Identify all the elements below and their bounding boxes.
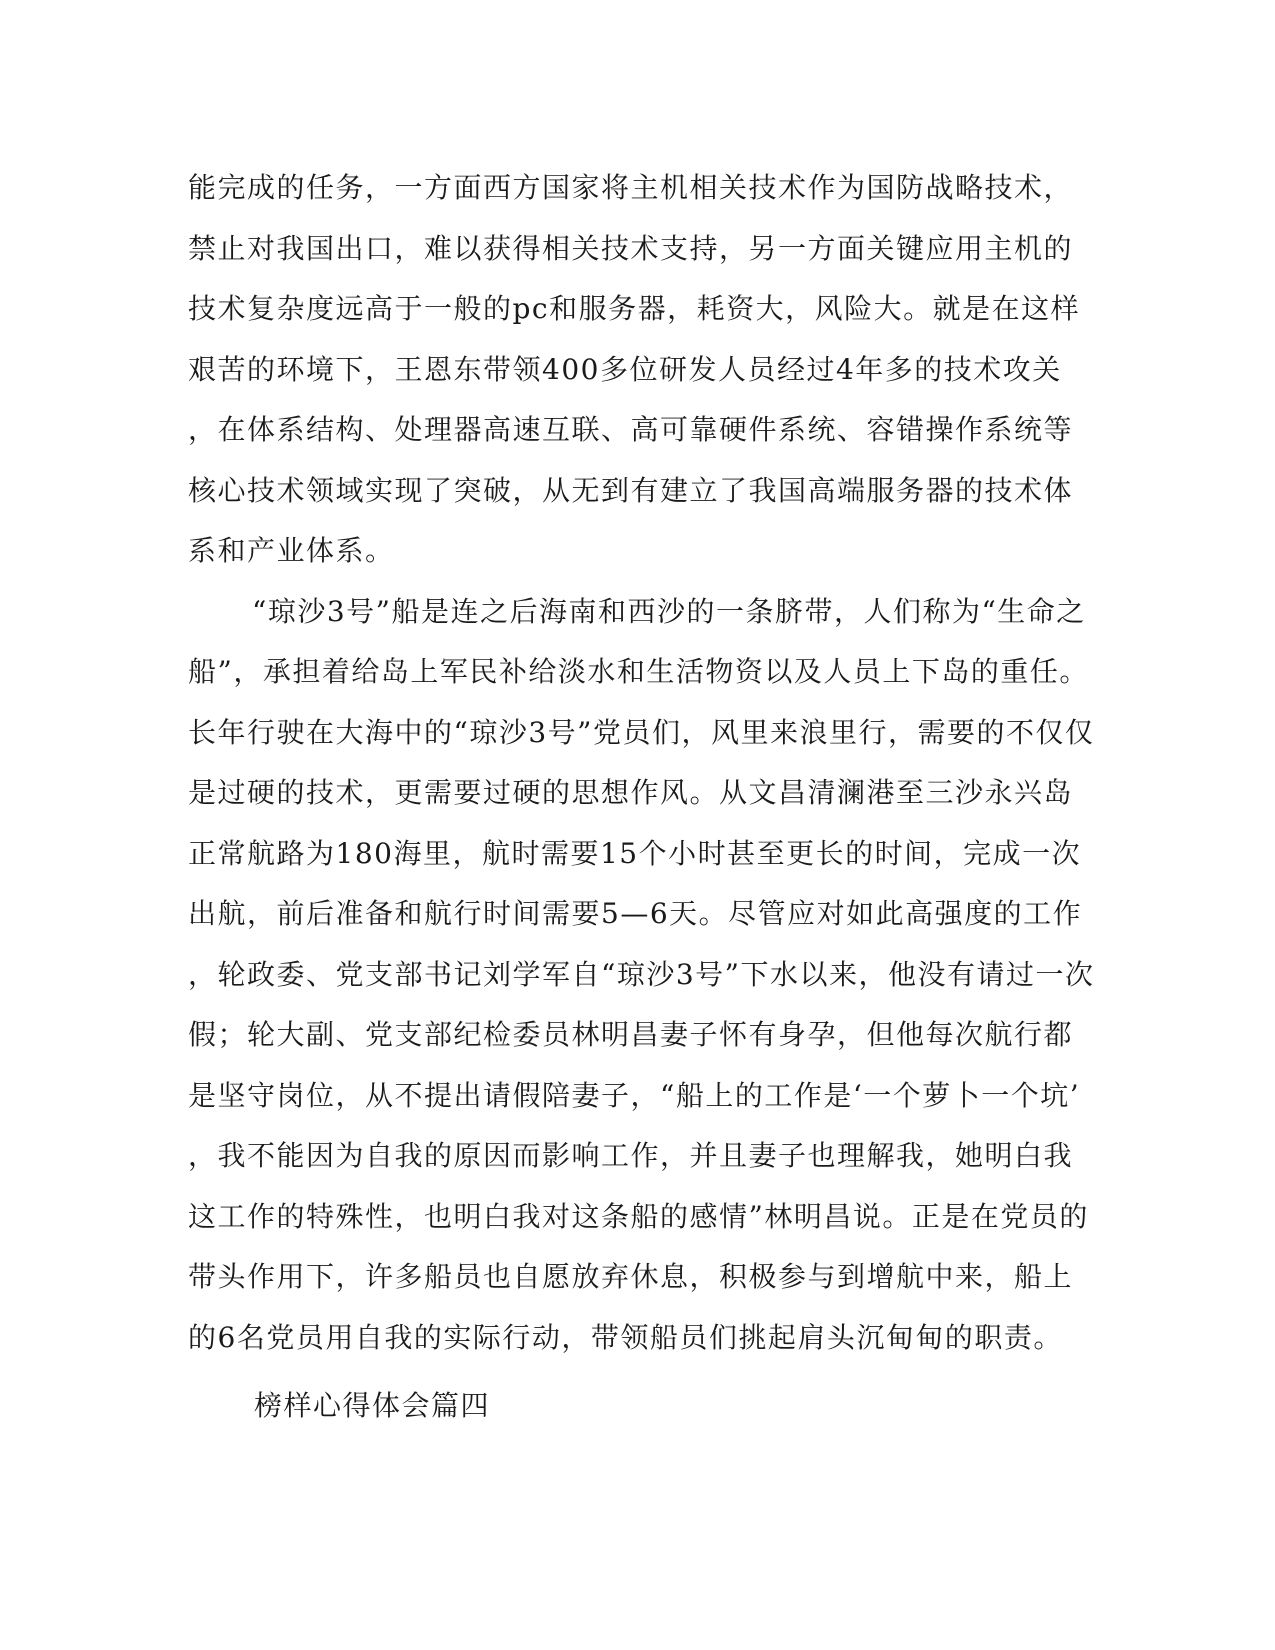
text-line: 带头作用下，许多船员也自愿放弃休息，积极参与到增航中来，船上 (188, 1260, 1074, 1293)
paragraph-2 (188, 582, 1095, 1369)
text-line: 长年行驶在大海中的“琼沙3号”党员们，风里来浪里行，需要的不仅仅 (188, 715, 1095, 749)
text-line: “琼沙3号”船是连之后海南和西沙的一条脐带，人们称为“生命之 (252, 594, 1086, 628)
text-line: 系和产业体系。 (188, 534, 395, 567)
text-line: 核心技术领域实现了突破，从无到有建立了我国高端服务器的技术体 (188, 473, 1074, 507)
body-text (188, 158, 1095, 1437)
paragraph-1 (188, 158, 1088, 582)
text-line: 出航，前后准备和航行时间需要5—6天。尽管应对如此高强度的工作 (188, 897, 1083, 930)
text-line: 技术复杂度远高于一般的pc和服务器，耗资大，风险大。就是在这样 (188, 292, 1081, 325)
text-line: 船”，承担着给岛上军民补给淡水和生活物资以及人员上下岛的重任。 (188, 655, 1089, 688)
text-line: 正常航路为180海里，航时需要15个小时甚至更长的时间，完成一次 (188, 836, 1082, 870)
text-line: ，在体系结构、处理器高速互联、高可靠硬件系统、容错操作系统等 (188, 413, 1074, 446)
text-line: ，我不能因为自我的原因而影响工作，并且妻子也理解我，她明白我 (188, 1139, 1074, 1172)
text-line: 假；轮大副、党支部纪检委员林明昌妻子怀有身孕，但他每次航行都 (188, 1018, 1074, 1051)
text-line: 艰苦的环境下，王恩东带领400多位研发人员经过4年多的技术攻关 (188, 352, 1062, 386)
section-heading: 榜样心得体会篇四 (254, 1389, 491, 1422)
text-line: 是坚守岗位，从不提出请假陪妻子，“船上的工作是‘一个萝卜一个坑’ (188, 1078, 1081, 1112)
text-line: 的6名党员用自我的实际行动，带领船员们挑起肩头沉甸甸的职责。 (188, 1320, 1063, 1354)
text-line: 禁止对我国出口，难以获得相关技术支持，另一方面关键应用主机的 (188, 231, 1074, 265)
text-line: 这工作的特殊性，也明白我对这条船的感情”林明昌说。正是在党员的 (188, 1199, 1089, 1233)
text-line: 是过硬的技术，更需要过硬的思想作风。从文昌清澜港至三沙永兴岛 (188, 776, 1074, 809)
text-line: 能完成的任务，一方面西方国家将主机相关技术作为国防战略技术， (188, 171, 1074, 204)
text-line: ，轮政委、党支部书记刘学军自“琼沙3号”下水以来，他没有请过一次 (188, 957, 1095, 991)
